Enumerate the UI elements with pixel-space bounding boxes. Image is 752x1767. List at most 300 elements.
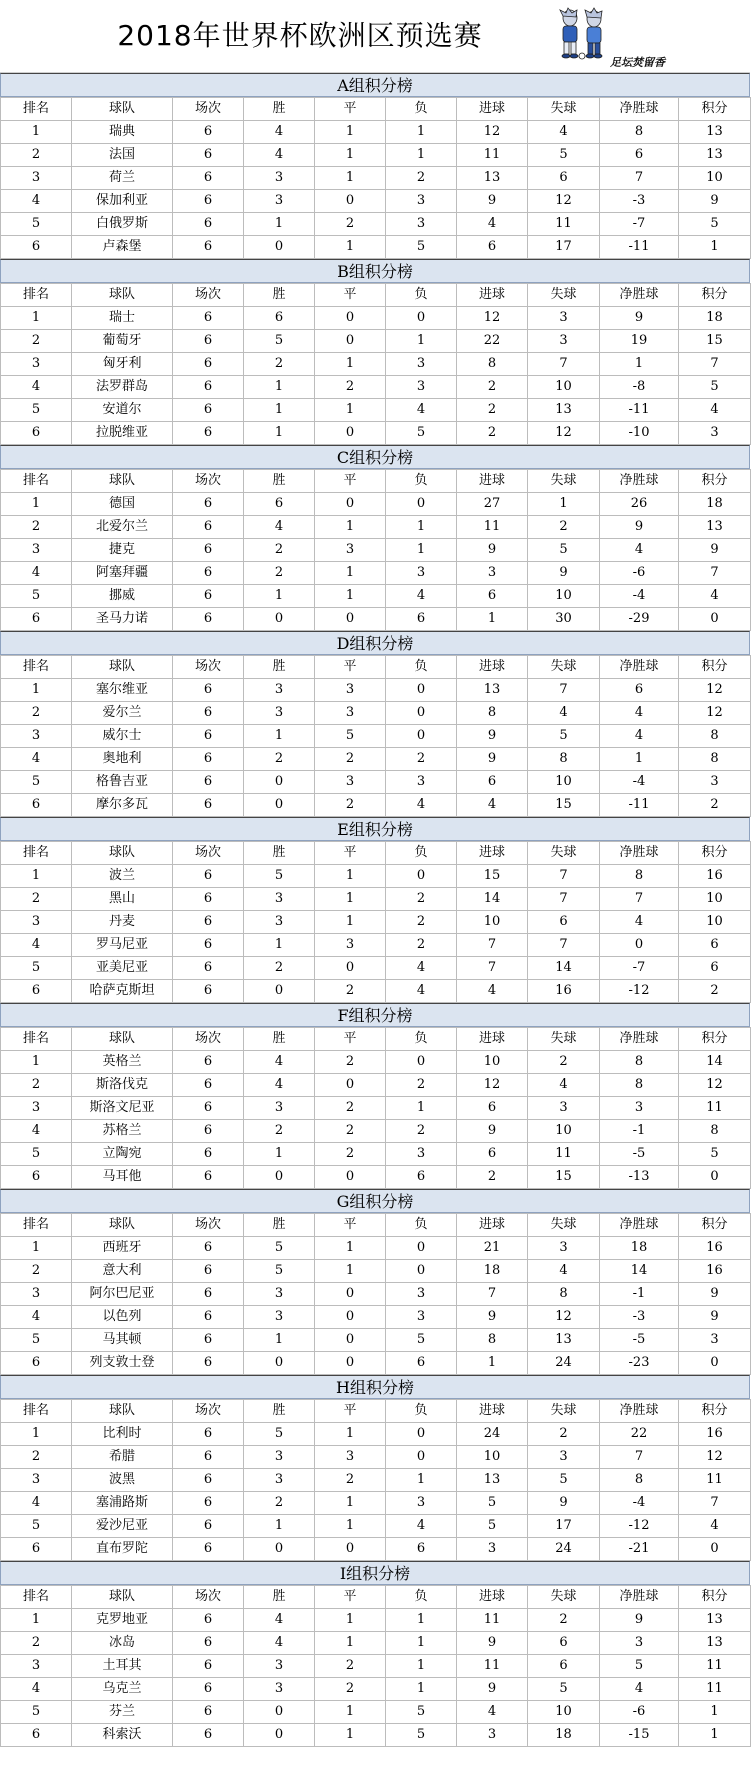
stat-cell: 5 [528,539,600,562]
stat-cell: 2 [244,957,315,980]
stat-cell: 5 [386,1701,457,1724]
stat-cell: 3 [1,1283,72,1306]
stat-cell: 6 [173,911,244,934]
stat-cell: 1 [600,353,679,376]
stat-cell: 6 [173,1120,244,1143]
stat-cell: 5 [528,144,600,167]
stat-cell: 5 [244,1260,315,1283]
stat-cell: 12 [679,1446,751,1469]
stat-cell: 2 [315,794,386,817]
stat-cell: 7 [679,1492,751,1515]
stat-cell: 18 [679,493,751,516]
stat-cell: 10 [457,1446,528,1469]
stat-cell: 9 [600,1609,679,1632]
stat-cell: 4 [244,1074,315,1097]
stat-cell: 8 [600,1074,679,1097]
stat-cell: 2 [386,888,457,911]
stat-cell: 1 [244,399,315,422]
column-header: 进球 [457,1214,528,1237]
table-row [1,1609,751,1632]
title-bar [0,0,750,73]
table-row [1,957,751,980]
column-header: 净胜球 [600,284,679,307]
standings-table [0,655,751,817]
stat-cell: 6 [173,1446,244,1469]
group-title: A组积分榜 [0,73,750,97]
stat-cell: 6 [457,236,528,259]
stat-cell: 6 [173,399,244,422]
column-header: 负 [386,470,457,493]
stat-cell: 2 [1,1632,72,1655]
stat-cell: 2 [457,376,528,399]
table-row [1,236,751,259]
stat-cell: 13 [457,167,528,190]
stat-cell: 6 [679,957,751,980]
stat-cell: 3 [528,1237,600,1260]
stat-cell: 1 [386,1097,457,1120]
table-row [1,679,751,702]
stat-cell: 4 [528,702,600,725]
column-header: 场次 [173,656,244,679]
stat-cell: 9 [679,1306,751,1329]
stat-cell: 6 [386,1538,457,1561]
stat-cell: 8 [600,121,679,144]
stat-cell: 10 [528,585,600,608]
stat-cell: 1 [244,585,315,608]
stat-cell: 6 [173,980,244,1003]
stat-cell: 6 [173,236,244,259]
group-title: I组积分榜 [0,1561,750,1585]
table-row [1,422,751,445]
team-name-cell: 亚美尼亚 [72,957,173,980]
column-header: 积分 [679,1586,751,1609]
team-name-cell: 爱沙尼亚 [72,1515,173,1538]
column-header: 平 [315,284,386,307]
column-header: 场次 [173,1214,244,1237]
stat-cell: 5 [679,213,751,236]
team-name-cell: 荷兰 [72,167,173,190]
column-header: 排名 [1,842,72,865]
stat-cell: 9 [457,1678,528,1701]
stat-cell: 1 [386,1678,457,1701]
table-row [1,1678,751,1701]
stat-cell: 1 [386,516,457,539]
stat-cell: 13 [679,121,751,144]
stat-cell: 1 [244,213,315,236]
stat-cell: 2 [1,1260,72,1283]
stat-cell: 1 [679,236,751,259]
stat-cell: 6 [1,1724,72,1747]
team-name-cell: 摩尔多瓦 [72,794,173,817]
team-name-cell: 葡萄牙 [72,330,173,353]
table-row [1,1446,751,1469]
stat-cell: 6 [173,330,244,353]
stat-cell: 9 [457,539,528,562]
stat-cell: 0 [315,422,386,445]
stat-cell: 10 [679,167,751,190]
stat-cell: 4 [244,516,315,539]
stat-cell: 4 [457,1701,528,1724]
stat-cell: 0 [386,702,457,725]
team-name-cell: 直布罗陀 [72,1538,173,1561]
team-name-cell: 希腊 [72,1446,173,1469]
table-row [1,1492,751,1515]
stat-cell: 7 [600,1446,679,1469]
team-name-cell: 北爱尔兰 [72,516,173,539]
stat-cell: 8 [679,748,751,771]
stat-cell: 15 [528,794,600,817]
stat-cell: 4 [528,1074,600,1097]
column-header: 失球 [528,842,600,865]
stat-cell: 0 [386,1260,457,1283]
stat-cell: 12 [457,121,528,144]
stat-cell: 2 [315,213,386,236]
stat-cell: 3 [528,1446,600,1469]
column-header: 场次 [173,98,244,121]
stat-cell: 5 [1,957,72,980]
stat-cell: 3 [244,1446,315,1469]
stat-cell: 4 [528,1260,600,1283]
column-header: 积分 [679,284,751,307]
table-row [1,307,751,330]
team-name-cell: 斯洛伐克 [72,1074,173,1097]
column-header: 净胜球 [600,98,679,121]
stat-cell: 16 [679,1260,751,1283]
stat-cell: 6 [173,865,244,888]
stat-cell: 7 [457,957,528,980]
stat-cell: 3 [386,1492,457,1515]
stat-cell: 1 [1,1423,72,1446]
stat-cell: 3 [244,679,315,702]
stat-cell: 1 [1,1237,72,1260]
stat-cell: 6 [173,1237,244,1260]
stat-cell: 2 [1,702,72,725]
stat-cell: 16 [679,865,751,888]
table-row [1,911,751,934]
stat-cell: 2 [315,1678,386,1701]
table-row [1,539,751,562]
stat-cell: 6 [600,679,679,702]
stat-cell: 1 [315,1492,386,1515]
stat-cell: -5 [600,1329,679,1352]
stat-cell: 0 [315,1538,386,1561]
stat-cell: 3 [386,376,457,399]
stat-cell: 1 [528,493,600,516]
stat-cell: 2 [244,1120,315,1143]
standings-table [0,283,751,445]
stat-cell: 6 [173,1329,244,1352]
team-name-cell: 立陶宛 [72,1143,173,1166]
stat-cell: 1 [244,725,315,748]
stat-cell: 6 [1,608,72,631]
stat-cell: 11 [679,1655,751,1678]
stat-cell: 6 [173,1166,244,1189]
stat-cell: 5 [1,771,72,794]
stat-cell: 4 [1,190,72,213]
stat-cell: 27 [457,493,528,516]
stat-cell: 3 [1,353,72,376]
stat-cell: -6 [600,562,679,585]
stat-cell: 2 [315,376,386,399]
team-name-cell: 挪威 [72,585,173,608]
stat-cell: 24 [528,1538,600,1561]
team-name-cell: 法国 [72,144,173,167]
stat-cell: 2 [315,1143,386,1166]
stat-cell: 0 [315,1074,386,1097]
stat-cell: 0 [244,771,315,794]
stat-cell: 6 [173,422,244,445]
stat-cell: 3 [386,190,457,213]
stat-cell: 7 [528,888,600,911]
table-row [1,562,751,585]
stat-cell: 2 [457,422,528,445]
table-row [1,608,751,631]
stat-cell: 3 [457,1538,528,1561]
team-name-cell: 冰岛 [72,1632,173,1655]
group-title: B组积分榜 [0,259,750,283]
stat-cell: 3 [528,307,600,330]
stat-cell: 3 [600,1632,679,1655]
stat-cell: 3 [1,1469,72,1492]
stat-cell: 2 [244,748,315,771]
stat-cell: 6 [1,1166,72,1189]
table-row [1,865,751,888]
stat-cell: 6 [173,679,244,702]
group-standings [0,73,750,259]
stat-cell: 3 [386,1143,457,1166]
table-row [1,1538,751,1561]
stat-cell: 4 [1,934,72,957]
stat-cell: 3 [386,1306,457,1329]
team-name-cell: 阿尔巴尼亚 [72,1283,173,1306]
column-header: 积分 [679,98,751,121]
stat-cell: 3 [386,771,457,794]
stat-cell: 6 [244,493,315,516]
stat-cell: 1 [315,1423,386,1446]
column-header: 场次 [173,1400,244,1423]
stat-cell: 18 [679,307,751,330]
stat-cell: -23 [600,1352,679,1375]
stat-cell: 9 [457,190,528,213]
stat-cell: -10 [600,422,679,445]
table-row [1,1283,751,1306]
column-header: 积分 [679,1028,751,1051]
stat-cell: 4 [600,911,679,934]
stat-cell: 1 [244,376,315,399]
column-header: 进球 [457,1028,528,1051]
table-row [1,1120,751,1143]
column-header: 负 [386,1214,457,1237]
team-name-cell: 比利时 [72,1423,173,1446]
stat-cell: 1 [315,399,386,422]
table-row [1,1097,751,1120]
stat-cell: 3 [1,1097,72,1120]
stat-cell: 12 [679,679,751,702]
team-name-cell: 列支敦士登 [72,1352,173,1375]
stat-cell: 12 [528,422,600,445]
table-row [1,1352,751,1375]
stat-cell: 0 [679,1166,751,1189]
stat-cell: 3 [244,702,315,725]
stat-cell: 6 [173,190,244,213]
stat-cell: 6 [173,1074,244,1097]
stat-cell: 3 [244,1678,315,1701]
column-header: 净胜球 [600,1586,679,1609]
team-name-cell: 斯洛文尼亚 [72,1097,173,1120]
stat-cell: 9 [600,516,679,539]
stat-cell: 0 [315,1352,386,1375]
stat-cell: 9 [528,1492,600,1515]
stat-cell: 18 [600,1237,679,1260]
table-row [1,399,751,422]
table-row [1,794,751,817]
column-header: 失球 [528,1400,600,1423]
logo-caption: 足坛焚留香 [610,56,665,69]
stat-cell: 5 [679,1143,751,1166]
stat-cell: 6 [528,911,600,934]
stat-cell: 0 [386,725,457,748]
stat-cell: 4 [386,794,457,817]
team-name-cell: 芬兰 [72,1701,173,1724]
stat-cell: 6 [528,1655,600,1678]
stat-cell: 4 [1,1678,72,1701]
table-row [1,888,751,911]
column-header: 负 [386,1028,457,1051]
stat-cell: 2 [244,562,315,585]
stat-cell: 1 [600,748,679,771]
stat-cell: 12 [528,1306,600,1329]
stat-cell: 2 [386,167,457,190]
stat-cell: 15 [457,865,528,888]
team-name-cell: 阿塞拜疆 [72,562,173,585]
stat-cell: 6 [173,493,244,516]
stat-cell: -7 [600,957,679,980]
stat-cell: 1 [315,585,386,608]
stat-cell: 2 [528,1423,600,1446]
column-header: 进球 [457,1400,528,1423]
team-name-cell: 匈牙利 [72,353,173,376]
stat-cell: 0 [244,236,315,259]
stat-cell: 1 [386,144,457,167]
group-standings [0,817,750,1003]
stat-cell: 5 [1,1515,72,1538]
stat-cell: 17 [528,1515,600,1538]
column-header: 平 [315,1214,386,1237]
stat-cell: 30 [528,608,600,631]
stat-cell: 2 [386,1074,457,1097]
stat-cell: 3 [315,679,386,702]
stat-cell: 3 [528,1097,600,1120]
group-standings [0,259,750,445]
stat-cell: 2 [528,1051,600,1074]
stat-cell: 10 [457,1051,528,1074]
stat-cell: 1 [315,1260,386,1283]
stat-cell: 6 [173,516,244,539]
stat-cell: 1 [386,121,457,144]
stat-cell: 6 [457,585,528,608]
team-name-cell: 奥地利 [72,748,173,771]
stat-cell: 3 [244,190,315,213]
stat-cell: 5 [1,1329,72,1352]
stat-cell: 0 [386,865,457,888]
stat-cell: 2 [1,1074,72,1097]
stat-cell: -5 [600,1143,679,1166]
stat-cell: 2 [1,144,72,167]
stat-cell: 3 [315,539,386,562]
stat-cell: 7 [600,888,679,911]
stat-cell: 1 [244,1515,315,1538]
stat-cell: 3 [679,422,751,445]
stat-cell: 1 [386,1655,457,1678]
stat-cell: 13 [679,516,751,539]
stat-cell: 10 [528,1120,600,1143]
stat-cell: 6 [173,934,244,957]
stat-cell: 0 [386,1051,457,1074]
column-header: 平 [315,1028,386,1051]
table-row [1,1306,751,1329]
stat-cell: 4 [386,957,457,980]
stat-cell: 13 [679,144,751,167]
stat-cell: 6 [457,1097,528,1120]
group-standings [0,1375,750,1561]
standings-table [0,1027,751,1189]
stat-cell: -8 [600,376,679,399]
column-header: 场次 [173,1586,244,1609]
column-header: 进球 [457,470,528,493]
stat-cell: 9 [457,748,528,771]
table-row [1,376,751,399]
stat-cell: 7 [457,1283,528,1306]
table-row [1,1074,751,1097]
stat-cell: 7 [679,562,751,585]
stat-cell: 8 [679,1120,751,1143]
stat-cell: 15 [679,330,751,353]
stat-cell: 11 [528,1143,600,1166]
stat-cell: 6 [173,1492,244,1515]
team-name-cell: 哈萨克斯坦 [72,980,173,1003]
group-title: E组积分榜 [0,817,750,841]
stat-cell: 0 [386,1423,457,1446]
stat-cell: 11 [679,1678,751,1701]
stat-cell: 1 [315,1724,386,1747]
column-header: 积分 [679,470,751,493]
stat-cell: 6 [457,1143,528,1166]
stat-cell: 6 [1,236,72,259]
team-name-cell: 卢森堡 [72,236,173,259]
stat-cell: 4 [1,376,72,399]
stat-cell: 21 [457,1237,528,1260]
column-header: 积分 [679,1214,751,1237]
stat-cell: 2 [386,911,457,934]
stat-cell: 2 [386,748,457,771]
stat-cell: 6 [173,539,244,562]
stat-cell: 15 [528,1166,600,1189]
stat-cell: 5 [457,1515,528,1538]
stat-cell: 5 [386,1724,457,1747]
stat-cell: 0 [244,1166,315,1189]
stat-cell: 14 [457,888,528,911]
stat-cell: 3 [315,934,386,957]
stat-cell: 7 [528,353,600,376]
stat-cell: 1 [315,1701,386,1724]
stat-cell: 6 [173,376,244,399]
stat-cell: 6 [173,1632,244,1655]
stat-cell: 6 [386,1352,457,1375]
table-row [1,1166,751,1189]
group-title: G组积分榜 [0,1189,750,1213]
team-name-cell: 瑞士 [72,307,173,330]
stat-cell: 2 [315,1469,386,1492]
